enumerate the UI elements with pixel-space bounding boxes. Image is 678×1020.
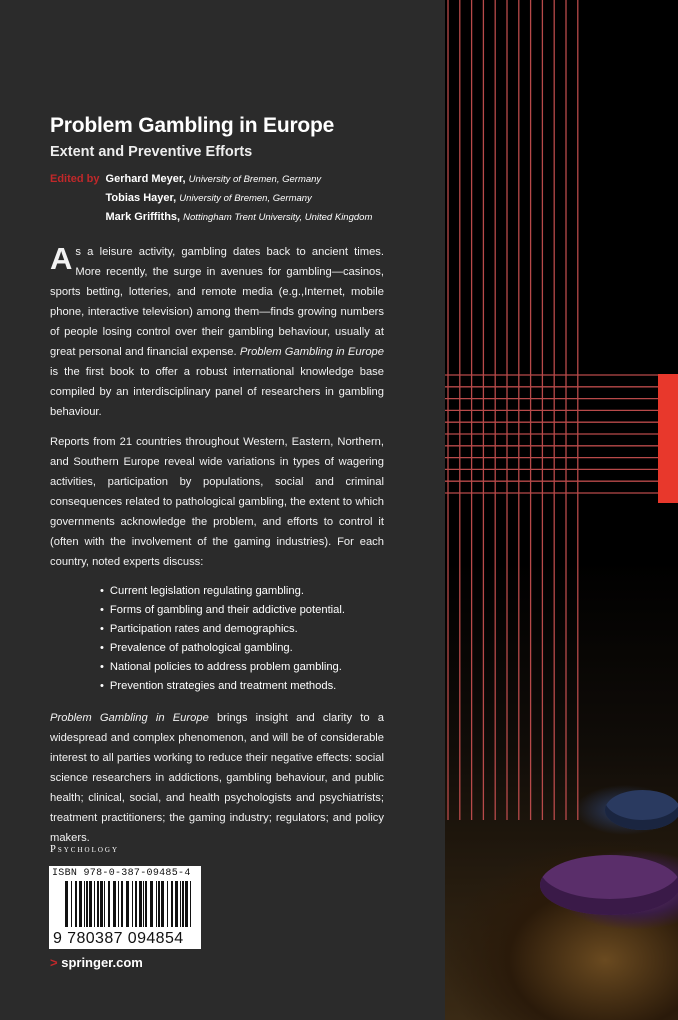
editor-affiliation: Nottingham Trent University, United Kingdom: [183, 212, 373, 223]
red-grid-lines: [445, 0, 678, 1020]
barcode-bar: [100, 881, 103, 927]
list-item: • Prevention strategies and treatment methods.: [100, 677, 384, 696]
list-item: • National policies to address problem gambling.: [100, 658, 384, 677]
editor-row: [106, 189, 384, 208]
barcode-bar: [121, 881, 123, 927]
list-item: • Forms of gambling and their addictive potential.: [100, 601, 384, 620]
arrow-icon: >: [50, 955, 58, 970]
barcode-bar: [86, 881, 88, 927]
barcode-bar: [171, 881, 173, 927]
description-paragraph-1: [50, 242, 384, 422]
text: brings insight and clarity to a widespread and complex phenomenon, and will be of considerable interest to all parties working to reduce their negative effects: social science researchers in addictions, gambling behaviour, and public health; clinical, social, and health psychologists and psychiatrists; treatment practitioners; the gaming industry; regulators; and policy makers.: [50, 712, 384, 844]
cover-art-panel: [445, 0, 678, 1020]
barcode-bar: [104, 881, 105, 927]
list-item: • Participation rates and demographics.: [100, 620, 384, 639]
barcode-bar: [145, 881, 147, 927]
publisher-link[interactable]: [50, 955, 249, 971]
text: s a leisure activity, gambling dates back to ancient times. More recently, the surge in avenues for gambling—casinos, sports betting, lotteries, and remote media (e.g.,Internet, mobile phone, interactive television) among them—finds growing numbers of people losing control over their gambling behaviour, usually at great personal and financial expense.: [50, 246, 384, 358]
barcode-bar: [75, 881, 77, 927]
edited-by-label: Edited by: [50, 173, 100, 185]
barcode-bar: [161, 881, 164, 927]
text: is the first book to offer a robust international knowledge base compiled by an interdisciplinary panel of researchers in gambling behaviour.: [50, 366, 384, 418]
barcode-bar: [175, 881, 178, 927]
barcode-bar: [185, 881, 188, 927]
barcode-bar: [139, 881, 142, 927]
barcode-bar: [156, 881, 157, 927]
barcode-bar: [79, 881, 82, 927]
barcode-bar: [126, 881, 129, 927]
barcode-bar: [89, 881, 92, 927]
isbn-text: ISBN 978-0-387-09485-4: [52, 868, 191, 879]
barcode-bar: [158, 881, 160, 927]
editor-row: [106, 170, 384, 189]
barcode-bar: [84, 881, 85, 927]
book-subtitle: Extent and Preventive Efforts: [50, 144, 253, 160]
description-paragraph-2: Reports from 21 countries throughout Western, Eastern, Northern, and Southern Europe reveal wide variations in types of wagering activities, participation by populations, social and criminal consequences related to pathological gambling, the extent to which governments acknowledge the problem, and efforts to control it (often with the involvement of the gaming industries). For each country, noted experts discuss:: [50, 436, 384, 568]
barcode-bar: [113, 881, 116, 927]
barcode-bar: [150, 881, 153, 927]
red-block: [658, 374, 678, 503]
barcode-bar: [97, 881, 99, 927]
barcode-bar: [108, 881, 110, 927]
back-cover-footer: [49, 843, 249, 971]
barcode-bar: [118, 881, 119, 927]
editor-affiliation: University of Bremen, Germany: [188, 174, 322, 185]
editor-name: Mark Griffiths,: [105, 211, 181, 223]
barcode-bar: [94, 881, 95, 927]
list-item: • Current legislation regulating gambling.: [100, 582, 384, 601]
barcode-number: 9 780387 094854: [53, 930, 184, 947]
barcode-bar: [65, 881, 68, 927]
barcode-bar: [190, 881, 191, 927]
description-paragraph-3: [50, 708, 384, 848]
book-title-inline: Problem Gambling in Europe: [50, 712, 209, 724]
barcode-bar: [135, 881, 137, 927]
barcode-bar: [167, 881, 168, 927]
editor-name: Tobias Hayer,: [105, 192, 177, 204]
isbn-barcode: [49, 866, 201, 949]
text-column: [50, 112, 384, 848]
category-label: Psychology: [50, 844, 120, 855]
barcode-bar: [71, 881, 72, 927]
book-title: Problem Gambling in Europe: [50, 114, 335, 137]
list-item: • Prevalence of pathological gambling.: [100, 639, 384, 658]
editor-row: [106, 208, 384, 227]
editor-name: Gerhard Meyer,: [105, 173, 186, 185]
barcode-bar: [182, 881, 184, 927]
topics-list: [100, 582, 384, 696]
editor-affiliation: University of Bremen, Germany: [179, 193, 312, 204]
barcode-bar: [132, 881, 133, 927]
book-title-inline: Problem Gambling in Europe: [239, 346, 384, 358]
barcode-bar: [180, 881, 181, 927]
barcode-bars: [65, 881, 193, 927]
publisher-url: springer.com: [61, 955, 143, 970]
drop-cap: A: [50, 241, 73, 276]
barcode-bar: [143, 881, 144, 927]
editors-block: [50, 170, 384, 227]
